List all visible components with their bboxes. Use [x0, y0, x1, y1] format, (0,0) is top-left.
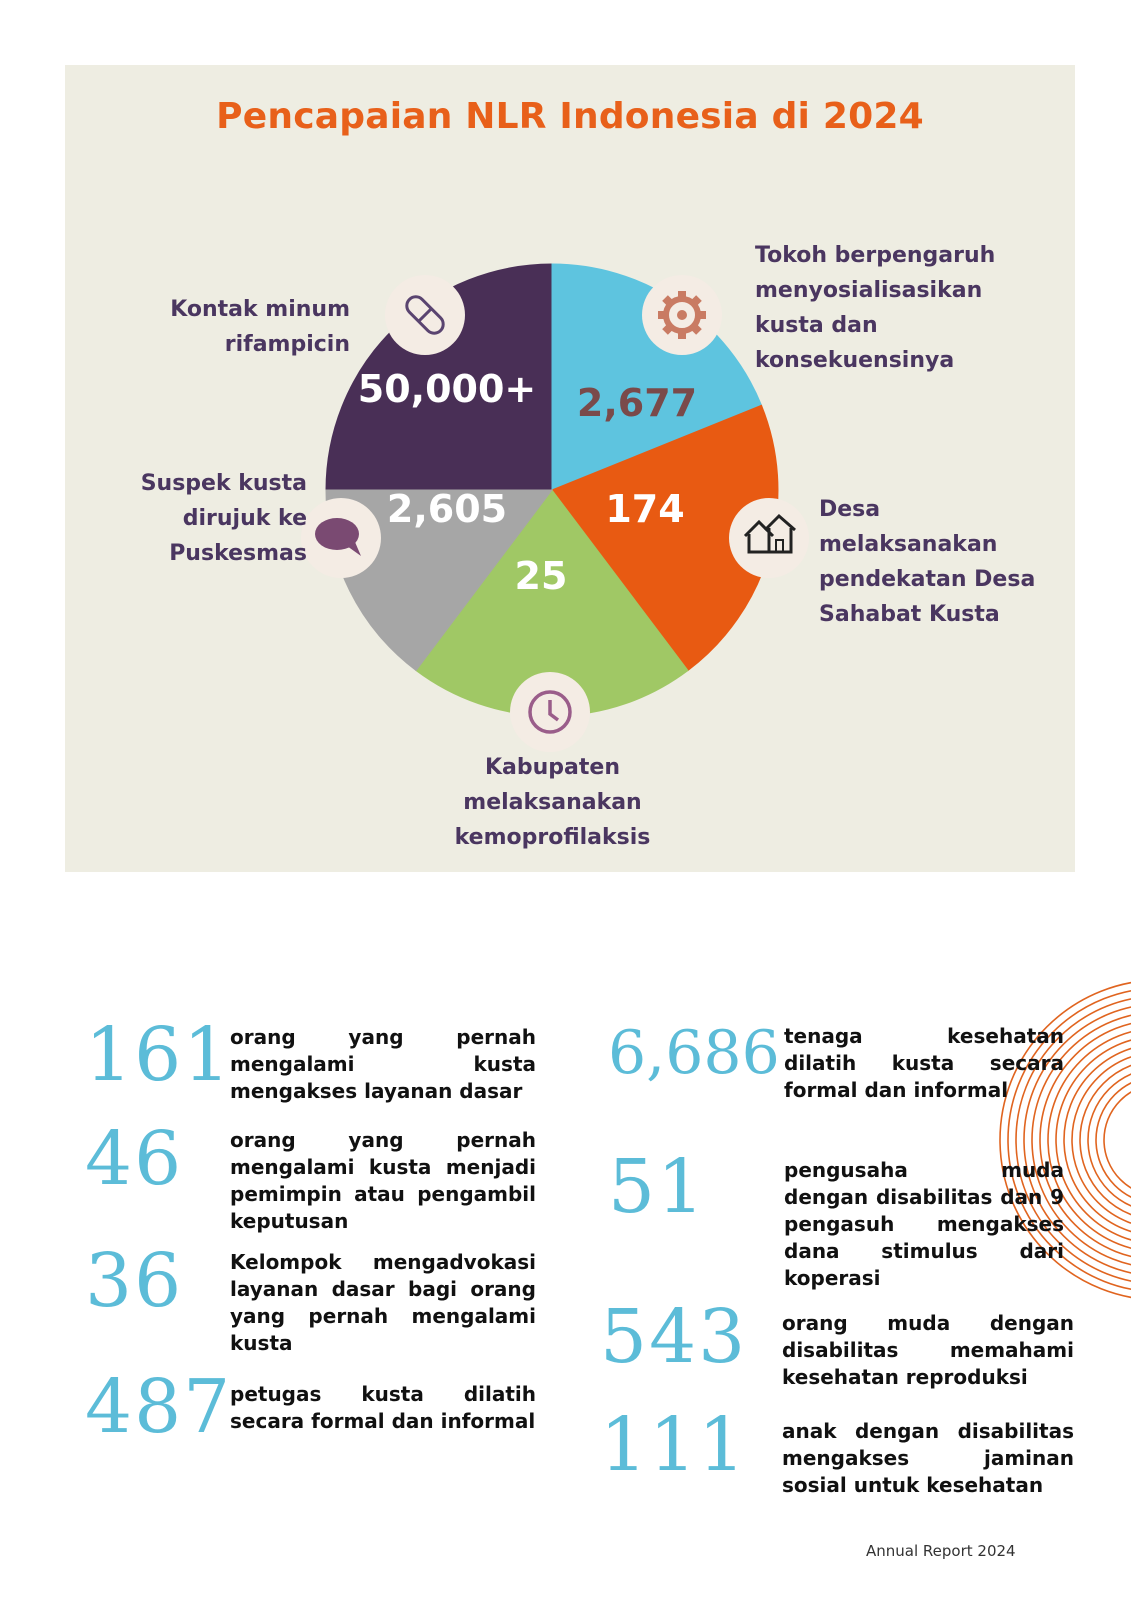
label-desa-line: melaksanakan	[819, 532, 998, 557]
label-kontak-line: Kontak minum	[170, 297, 350, 322]
stat-description: orang yang pernah mengalami kusta menjadi pemimpin atau pengambil keputusan	[230, 1128, 536, 1233]
slice-value-label: 25	[514, 554, 568, 598]
stat-description: orang yang pernah mengalami kusta mengakses layanan dasar	[230, 1025, 536, 1103]
label-desa-line: Sahabat Kusta	[819, 602, 1000, 627]
label-tokoh-line: kusta dan	[755, 313, 878, 338]
label-tokoh-line: menyosialisasikan	[755, 278, 983, 303]
label-kontak-line: rifampicin	[224, 332, 350, 357]
label-tokoh-line: konsekuensinya	[755, 348, 955, 373]
label-suspek-line: Puskesmas	[169, 541, 307, 566]
clock-icon	[510, 672, 590, 752]
stat-description: petugas kusta dilatih secara formal dan informal	[230, 1382, 536, 1433]
slice-value-label: 2,677	[576, 381, 698, 425]
stat-number: 487	[85, 1364, 233, 1450]
stat-description: orang muda dengan disabilitas memahami kesehatan reproduksi	[782, 1311, 1074, 1389]
stat-description: pengusaha muda dengan disabilitas dan 9 pengasuh mengakses dana stimulus dari koperasi	[784, 1158, 1064, 1290]
gear-icon	[642, 275, 722, 355]
stat-number: 543	[600, 1294, 748, 1380]
slice-value-label: 174	[605, 487, 685, 531]
stat-description: tenaga kesehatan dilatih kusta secara formal dan informal	[784, 1024, 1064, 1102]
label-kabupaten-line: melaksanakan	[463, 790, 642, 815]
stat-number: 111	[600, 1402, 748, 1488]
speech-bubble-icon	[301, 498, 381, 578]
label-tokoh	[755, 238, 1055, 378]
footer-text: Annual Report 2024	[866, 1542, 1016, 1560]
label-kontak	[150, 292, 350, 362]
label-kabupaten-line: kemoprofilaksis	[454, 825, 651, 850]
label-kabupaten	[420, 750, 685, 855]
stat-description: Kelompok mengadvokasi layanan dasar bagi orang yang pernah mengalami kusta	[230, 1250, 536, 1355]
stat-number: 36	[85, 1238, 184, 1324]
label-kabupaten-line: Kabupaten	[485, 755, 620, 780]
label-suspek	[120, 466, 307, 571]
stat-description: anak dengan disabilitas mengakses jaminan sosial untuk kesehatan	[782, 1419, 1074, 1497]
stat-number: 51	[608, 1144, 707, 1230]
label-desa-line: Desa	[819, 497, 881, 522]
label-suspek-line: Suspek kusta	[140, 471, 307, 496]
label-tokoh-line: Tokoh berpengaruh	[755, 243, 996, 268]
stat-number: 161	[85, 1012, 233, 1098]
label-suspek-line: dirujuk ke	[182, 506, 307, 531]
slice-value-label: 2,605	[386, 487, 508, 531]
slice-value-label: 50,000+	[357, 367, 537, 411]
chart-title: Pencapaian NLR Indonesia di 2024	[216, 96, 924, 137]
label-desa-line: pendekatan Desa	[819, 567, 1036, 592]
stat-number: 6,686	[608, 1018, 780, 1088]
label-desa	[819, 492, 1059, 632]
houses-icon	[729, 498, 809, 578]
pill-icon	[385, 275, 465, 355]
stat-number: 46	[85, 1116, 184, 1202]
